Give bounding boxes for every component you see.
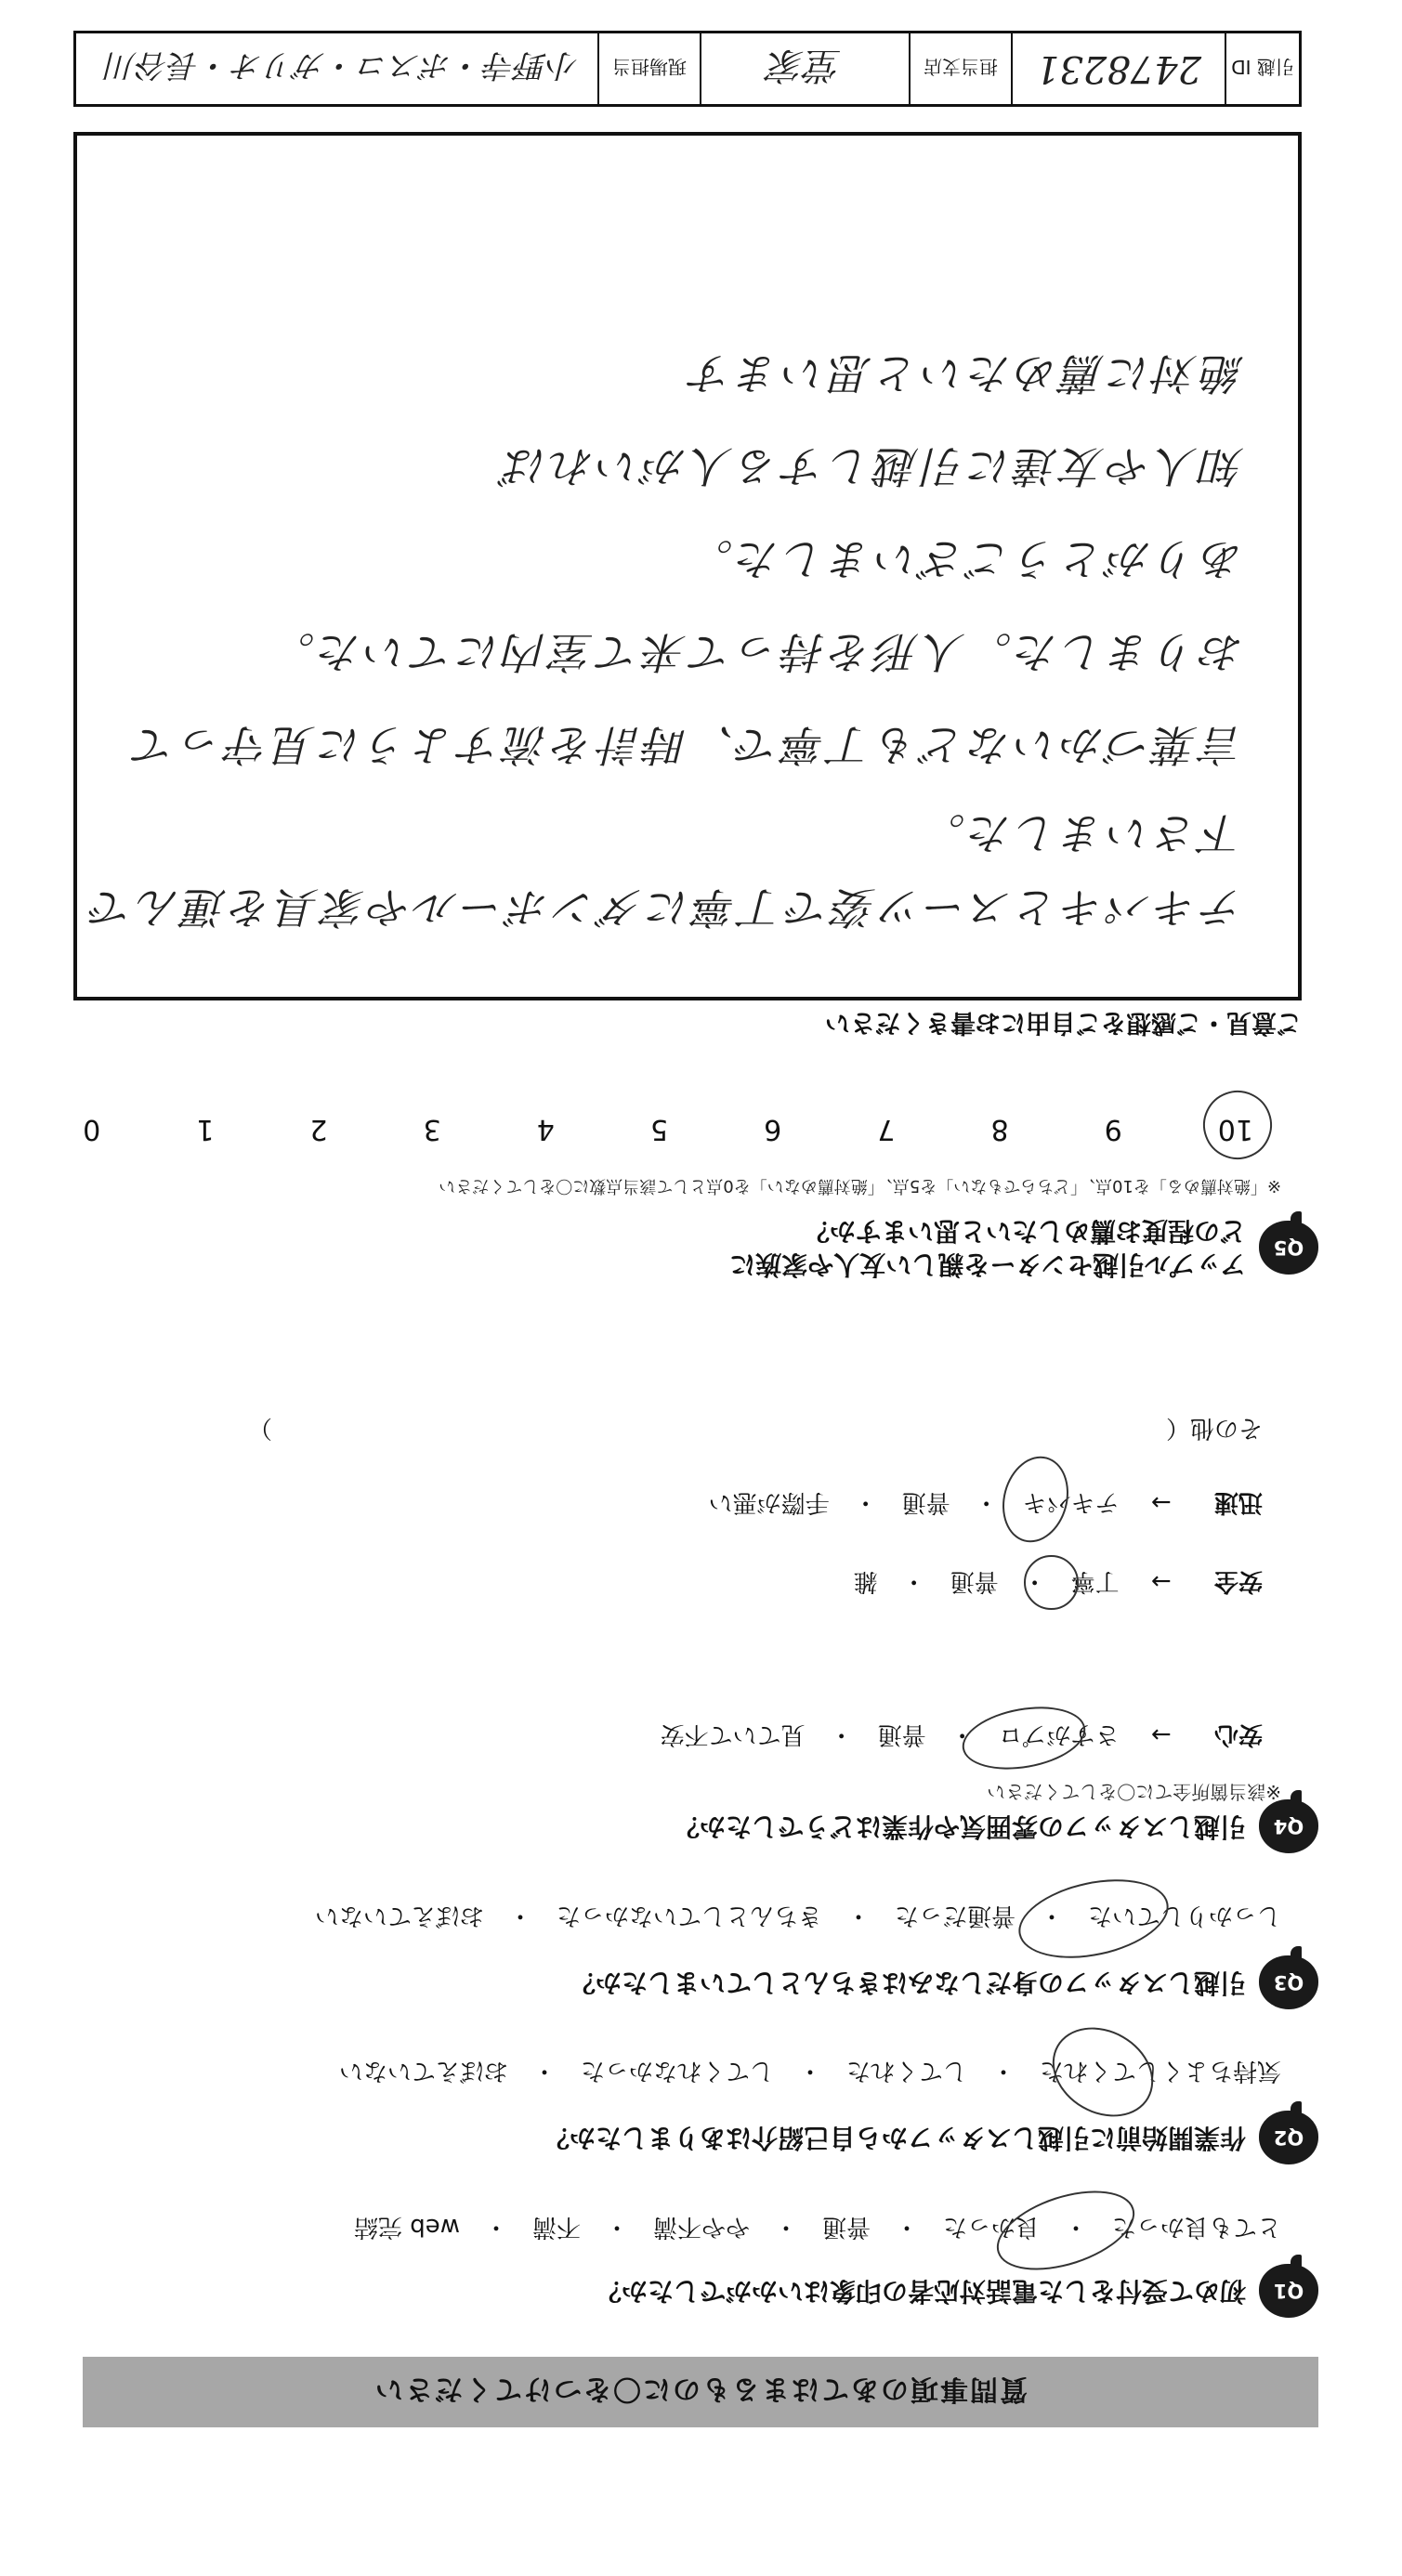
scale-value: 4 bbox=[536, 1113, 555, 1145]
q1-options: とても良かった ・ 良かった ・ 普通 ・ やや不満 ・ 不満 ・ web 完結 bbox=[353, 2213, 1281, 2241]
scale-value: 1 bbox=[196, 1113, 215, 1145]
arrow-icon: → bbox=[1126, 1720, 1172, 1748]
scale-value: 6 bbox=[764, 1113, 782, 1145]
question-2 bbox=[544, 2108, 1318, 2167]
scale-value: 9 bbox=[1104, 1113, 1122, 1145]
comment-title: ご意見・ご感想をご自由にお書きください bbox=[825, 1008, 1302, 1037]
q3-badge: Q3 bbox=[1259, 1955, 1318, 2009]
id-label-cell bbox=[1225, 33, 1299, 104]
arrow-icon: → bbox=[1126, 1567, 1172, 1595]
branch-value: 堂家 bbox=[767, 44, 843, 87]
q3-text: 引越しスタッフの身だしなみはきちんとしていましたか？ bbox=[569, 1968, 1246, 1998]
leader-value: 小野寺・ボスコ・ガリオ・長谷川 bbox=[105, 46, 579, 85]
leader-label: 現場担当 bbox=[612, 56, 687, 79]
q2-badge: Q2 bbox=[1259, 2111, 1318, 2164]
q4-row-options: 丁寧 ・ 普通 ・ 雑 bbox=[853, 1567, 1120, 1595]
comment-line: 下さいました。 bbox=[919, 808, 1244, 858]
q4-row-anshin bbox=[661, 1720, 1263, 1754]
branch-label: 担当支店 bbox=[924, 56, 998, 79]
q4-row-label: 迅速 bbox=[1213, 1488, 1263, 1516]
instruction-banner bbox=[83, 2357, 1318, 2427]
q2-text: 作業開始前に引越しスタッフから自己紹介はありましたか？ bbox=[543, 2123, 1246, 2153]
leader-label-cell bbox=[597, 33, 700, 104]
q4-other: その他（ ） bbox=[247, 1414, 1263, 1442]
q4-anzen-mark bbox=[1024, 1555, 1079, 1610]
scale-value: 3 bbox=[423, 1113, 441, 1145]
scale-value: 2 bbox=[309, 1113, 328, 1145]
id-value: 2478231 bbox=[1035, 47, 1202, 90]
instruction-text: 質問事項のあてはまるものに〇をつけてください bbox=[373, 2373, 1028, 2405]
q4-row-jinsoku bbox=[709, 1487, 1263, 1522]
question-3 bbox=[570, 1953, 1318, 2012]
question-5 bbox=[729, 1206, 1318, 1289]
scale-value: 8 bbox=[990, 1113, 1009, 1145]
comment-line: ありがとうございました。 bbox=[687, 534, 1244, 584]
q5-note: ※「絶対薦める」を10点、「どちらでもない」を5点、「絶対薦めない」を0点として該当点数に〇をしてください bbox=[439, 1176, 1281, 1196]
branch-value-cell bbox=[700, 33, 909, 104]
comment-line: 知人や友達に引越しする人がいれば bbox=[501, 441, 1244, 491]
q5-text-line2: どの程度お薦めしたいと思いますか？ bbox=[803, 1216, 1246, 1247]
comment-line: 絶対に薦めたいと思います bbox=[687, 348, 1244, 399]
comment-line: おりました。人形を持って来て室内にていた。 bbox=[269, 627, 1244, 677]
q2-options: 気持ちよくしてくれた ・ してくれた ・ してくれなかった ・ おぼえていない bbox=[338, 2057, 1281, 2085]
branch-label-cell bbox=[909, 33, 1011, 104]
q4-text: 引越しスタッフの雰囲気や作業はどうでしたか？ bbox=[673, 1811, 1246, 1842]
question-1 bbox=[596, 2261, 1318, 2321]
scale-value: 10 bbox=[1217, 1113, 1253, 1145]
q3-options: しっかりしていた ・ 普通だった ・ きちんとしていなかった ・ おぼえていない bbox=[314, 1902, 1281, 1929]
arrow-icon: → bbox=[1126, 1488, 1172, 1516]
q4-row-label: 安心 bbox=[1213, 1720, 1263, 1748]
q4-row-options: テキパキ ・ 普通 ・ 手際が悪い bbox=[708, 1488, 1120, 1516]
q5-text-line1: アップル引越センターを親しい友人や家族に bbox=[729, 1249, 1246, 1280]
id-value-cell bbox=[1011, 33, 1225, 104]
scale-value: 5 bbox=[649, 1113, 669, 1145]
q5-badge: Q5 bbox=[1259, 1221, 1318, 1275]
q4-note: ※該当箇所全てに〇をしてください bbox=[987, 1781, 1281, 1803]
q4-row-label: 安全 bbox=[1213, 1567, 1263, 1595]
comment-line: テキパキとスーツ姿で丁寧にダンボールや家具を運んで bbox=[86, 883, 1244, 933]
q5-scale bbox=[83, 1113, 1253, 1145]
q1-badge: Q1 bbox=[1259, 2264, 1318, 2318]
leader-value-cell bbox=[76, 33, 597, 104]
q4-jinsoku-mark bbox=[993, 1449, 1078, 1550]
header-table bbox=[73, 31, 1302, 107]
q5-text bbox=[729, 1214, 1246, 1281]
id-label: 引越 ID bbox=[1231, 56, 1294, 79]
scale-value: 7 bbox=[877, 1113, 896, 1145]
comment-line: 言葉づかいなども丁寧で、時計を流すように見守って bbox=[129, 720, 1244, 770]
q4-row-options: さすがプロ ・ 普通 ・ 見ていて不安 bbox=[660, 1720, 1120, 1748]
q5-answer-mark bbox=[1194, 1081, 1282, 1170]
q4-anshin-mark bbox=[957, 1698, 1090, 1778]
q1-text: 初めて受付をした電話対応者の印象はいかがでしたか？ bbox=[595, 2276, 1246, 2307]
scale-value: 0 bbox=[83, 1113, 101, 1145]
q4-badge: Q4 bbox=[1259, 1799, 1318, 1853]
